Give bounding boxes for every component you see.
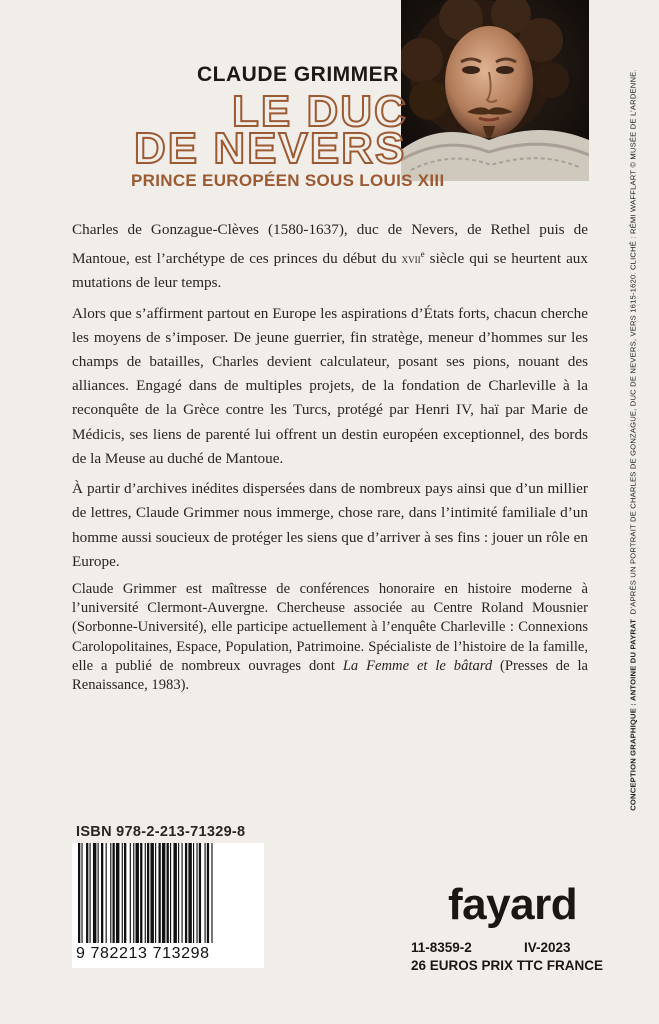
design-credit: CONCEPTION GRAPHIQUE : ANTOINE DU PAYRAT (628, 618, 638, 811)
barcode-bar (136, 843, 139, 943)
blurb-paragraph-1 (72, 218, 588, 296)
portrait-illustration (401, 0, 589, 181)
barcode-bar (199, 843, 201, 943)
barcode-bar (86, 843, 88, 943)
spine-credit-text (629, 69, 638, 811)
bio-book-title: La Femme et le bâtard (342, 657, 493, 674)
bio-paragraph (72, 580, 588, 695)
barcode-bar (182, 843, 183, 943)
century-numeral: xvii (401, 251, 421, 267)
isbn-label: ISBN 978-2-213-71329-8 (76, 824, 246, 840)
barcode-bar (159, 843, 161, 943)
blurb-paragraph-2: Alors que s’affirment partout en Europe les aspirations d’États forts, chacun cherche les moyens de s’imposer. De jeune guerrier, fin stratège, meneur d’hommes sur les champs de batailles, Charles devient calculateur, posant ses pions, nouant des alliances. Engagé dans de multiples projets, de la fondation de Charleville à la reconquête de la Grèce contre les Turcs, protégé par Henri IV, haï par Marie de Médicis, ses liens de parenté lui offrent un destin européen exceptionnel, des bords de la Meuse au duché de Mantoue. (72, 304, 588, 467)
barcode-bar (110, 843, 111, 943)
bio-book-tail: (Presses de la Renaissance, 1983). (72, 657, 588, 694)
book-title-line-2: DE NEVERS (134, 124, 407, 173)
image-credit: D’APRÈS UN PORTRAIT DE CHARLES DE GONZAGUE, DUC DE NEVERS, VERS 1615-1620. CLICHÉ : RÉMI WAFFLART © MUSÉE DE L’ARDENNE. (628, 69, 638, 615)
barcode-bar (162, 843, 165, 943)
book-blurb (72, 218, 588, 580)
barcode-bar (207, 843, 209, 943)
blurb-p1-end: siècle qui se heurtent aux mutations de leur temps. (72, 250, 588, 292)
barcode-bar (101, 843, 103, 943)
barcode-bar (211, 843, 212, 943)
barcode-bar (90, 843, 91, 943)
price-label: 26 EUROS PRIX TTC FRANCE (411, 958, 604, 973)
barcode-bar (173, 843, 176, 943)
barcode-bar (130, 843, 131, 943)
author-bio (72, 580, 588, 695)
barcode-bar (113, 843, 115, 943)
barcode-bar (147, 843, 149, 943)
barcode-bar (106, 843, 107, 943)
barcode-bar (93, 843, 96, 943)
book-subtitle: PRINCE EUROPÉEN SOUS LOUIS XIII (131, 171, 445, 190)
blurb-paragraph-3: À partir d’archives inédites dispersées dans de nombreux pays ainsi que d’un millier de lettres, Claude Grimmer nous immerge, chose rare, dans l’intimité familiale d’un homme aussi soucieux de protéger les siens que d’arriver à ses fins : jouer un rôle en Europe. (72, 480, 588, 570)
barcode-bar (167, 843, 169, 943)
portrait-painting (401, 0, 589, 181)
barcode-bar (188, 843, 191, 943)
bio-text: Claude Grimmer est maîtresse de conférences honoraire en histoire moderne à l’université Clermont-Auvergne. Chercheuse associée au Centre Roland Mousnier (Sorbonne-Université), elle participe actuellement à l’enquête Charleville : Connexions Carolopolitaines, Espace, Population, Patrimoine. Spécialiste de l’histoire de la famille, elle a publié de nombreux ouvrages dont (72, 581, 588, 674)
product-code: 11-8359-2 (411, 940, 472, 955)
barcode-bar (140, 843, 142, 943)
barcode-bar (116, 843, 119, 943)
barcode-bar (205, 843, 206, 943)
book-title-line-1: LE DUC (232, 87, 408, 136)
barcode-bar (81, 843, 82, 943)
barcode-bar (122, 843, 123, 943)
barcode-bar (196, 843, 197, 943)
barcode-bar (98, 843, 99, 943)
barcode-bar (170, 843, 171, 943)
barcode-bar (155, 843, 156, 943)
barcode-bars (72, 843, 264, 945)
barcode-bar (133, 843, 134, 943)
publisher-logo: fayard (448, 880, 578, 929)
author-name: CLAUDE GRIMMER (197, 63, 399, 86)
barcode-bar (78, 843, 80, 943)
century-superscript: e (420, 249, 425, 260)
barcode-bar (193, 843, 194, 943)
barcode-bar (150, 843, 153, 943)
spine-credit (623, 40, 643, 840)
barcode-bar (145, 843, 146, 943)
edition-date: IV-2023 (524, 940, 571, 955)
barcode-digits: 9 782213 713298 (76, 945, 210, 962)
barcode-bar (124, 843, 126, 943)
blurb-p1-start: Charles de Gonzague-Clèves (1580-1637), duc de Nevers, de Rethel puis de Mantoue, est l’archétype de ces princes du début du (72, 221, 588, 268)
barcode-bar (185, 843, 187, 943)
barcode-bar (178, 843, 179, 943)
